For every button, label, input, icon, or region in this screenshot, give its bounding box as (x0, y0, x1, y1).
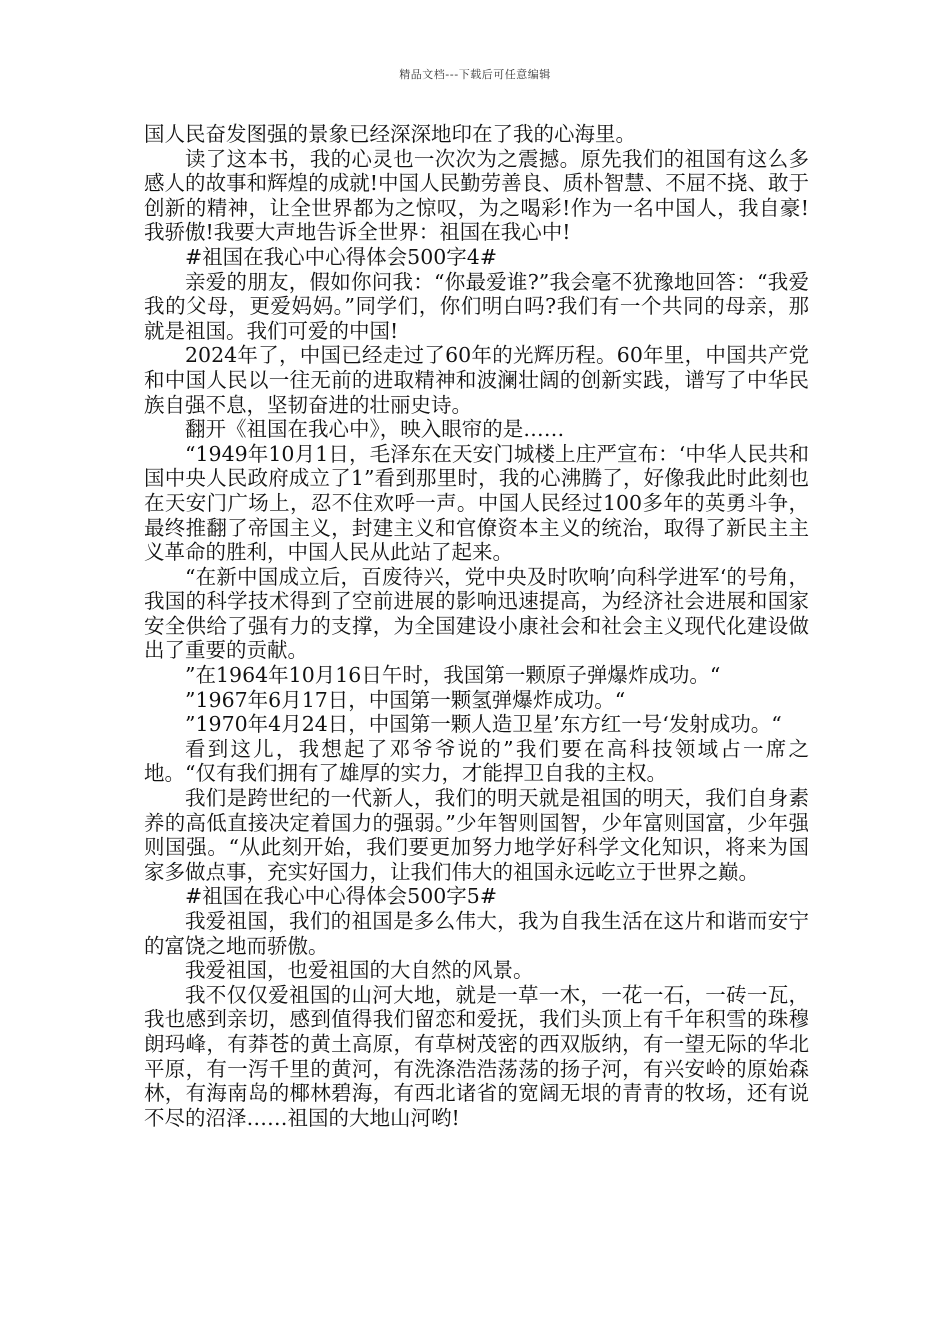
paragraph-11: ”1970年4月24日，中国第一颗人造卫星’东方红一号‘发射成功。“ (185, 712, 782, 737)
paragraph-1: 国人民奋发图强的景象已经深深地印在了我的心海里。 (144, 122, 636, 146)
paragraph-4: 亲爱的朋友，假如你问我：“你最爱谁?”我会毫不犹豫地回答：“我爱我的父母，更爱妈妈。”同学们，你们明白吗?我们有一个共同的母亲，那就是祖国。我们可爱的中国! (144, 269, 809, 343)
paragraph-10: ”1967年6月17日，中国第一颗氢弹爆炸成功。“ (185, 687, 626, 712)
paragraph-16: 我爱祖国，也爱祖国的大自然的风景。 (185, 958, 534, 983)
paragraph-5: 2024年了，中国已经走过了60年的光辉历程。60年里，中国共产党和中国人民以一往无前的进取精神和波澜壮阔的创新实践，谱写了中华民族自强不息，坚韧奋进的壮丽史诗。 (144, 343, 809, 417)
section-heading-4: #祖国在我心中心得体会500字4# (185, 244, 498, 269)
page-header: 精品文档---下载后可任意编辑 (399, 68, 551, 81)
paragraph-17: 我不仅仅爱祖国的山河大地，就是一草一木，一花一石，一砖一瓦，我也感到亲切，感到值得我们留恋和爱抚，我们头顶上有千年积雪的珠穆朗玛峰，有莽苍的黄土高原，有草树茂密的西双版纳，有一望无际的华北平原，有一泻千里的黄河，有洗涤浩浩荡荡的扬子河，有兴安岭的原始森林，有海南岛的椰林碧海，有西北诸省的宽阔无垠的青青的牧场，还有说不尽的沼泽……祖国的大地山河哟! (144, 982, 809, 1130)
paragraph-7: “1949年10月1日，毛泽东在天安门城楼上庄严宣布：‘中华人民共和国中央人民政府成立了1”看到那里时，我的心沸腾了，好像我此时此刻也在天安门广场上，忍不住欢呼一声。中国人民经过100多年的英勇斗争，最终推翻了帝国主义，封建主义和官僚资本主义的统治，取得了新民主主义革命的胜利，中国人民从此站了起来。 (144, 441, 809, 565)
section-heading-5: #祖国在我心中心得体会500字5# (185, 884, 498, 909)
paragraph-2: 读了这本书，我的心灵也一次次为之震撼。原先我们的祖国有这么多感人的故事和辉煌的成就!中国人民勤劳善良、质朴智慧、不屈不挠、敢于创新的精神，让全世界都为之惊叹，为之喝彩!作为一名中国人，我自豪!我骄傲!我要大声地告诉全世界：祖国在我心中! (144, 146, 809, 245)
paragraph-15: 我爱祖国，我们的祖国是多么伟大，我为自我生活在这片和谐而安宁的富饶之地而骄傲。 (144, 909, 809, 958)
document-body (144, 122, 809, 1130)
paragraph-12: 看到这儿，我想起了邓爷爷说的”我们要在高科技领域占一席之地。“仅有我们拥有了雄厚的实力，才能捍卫自我的主权。 (144, 736, 809, 786)
paragraph-8: “在新中国成立后，百废待兴，党中央及时吹响’向科学进军‘的号角，我国的科学技术得到了空前进展的影响迅速提高，为经济社会进展和国家安全供给了强有力的支撑，为全国建设小康社会和社会主义现代化建设做出了重要的贡献。 (144, 564, 809, 663)
paragraph-13: 我们是跨世纪的一代新人，我们的明天就是祖国的明天，我们自身素养的高低直接决定着国力的强弱。”少年智则国智，少年富则国富，少年强则国强。“从此刻开始，我们要更加努力地学好科学文化知识，将来为国家多做点事，充实好国力，让我们伟大的祖国永远屹立于世界之巅。 (144, 786, 809, 884)
paragraph-9: ”在1964年10月16日午时，我国第一颗原子弹爆炸成功。“ (185, 663, 721, 688)
paragraph-6: 翻开《祖国在我心中》，映入眼帘的是…… (185, 417, 565, 442)
